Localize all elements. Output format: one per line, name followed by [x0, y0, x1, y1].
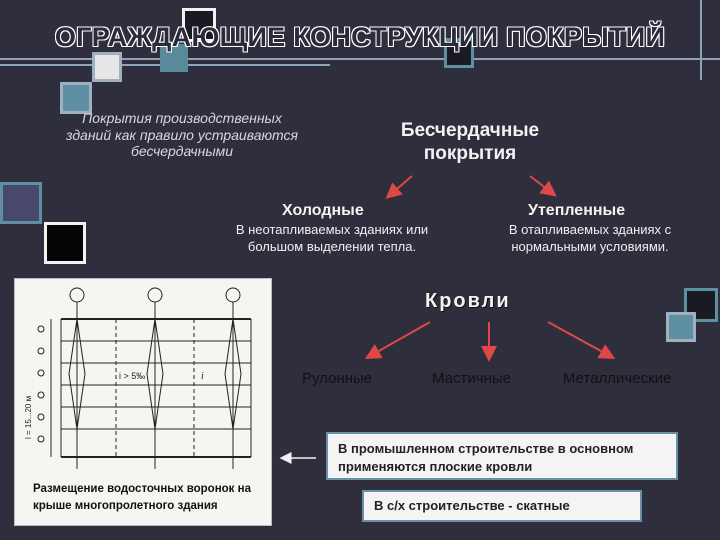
drawing-caption: Размещение водосточных воронок на крыше многопролетного здания	[33, 483, 251, 512]
arrow-to-rolled	[370, 322, 430, 356]
intro-note: Покрытия производственных зданий как правило устраиваются бесчердачными	[65, 110, 299, 160]
slope-label: i > 5‰	[119, 371, 146, 381]
length-label: l = 15...20 м	[24, 395, 33, 439]
arrow-to-cold	[390, 176, 412, 195]
arrow-to-warm	[530, 176, 552, 193]
page-title: ОГРАЖДАЮЩИЕ КОНСТРУКЦИИ ПОКРЫТИЙ	[54, 22, 666, 52]
industrial-note-box: В промышленном строительстве в основном применяются плоские кровли	[326, 432, 678, 480]
cold-desc: В неотапливаемых зданиях или большом выделении тепла.	[235, 222, 429, 254]
arrow-to-metal	[548, 322, 610, 356]
warm-desc: В отапливаемых зданиях с нормальными условиями.	[508, 222, 672, 254]
cold-label: Холодные	[282, 202, 364, 219]
main-heading: Бесчердачные покрытия	[400, 120, 540, 164]
warm-label: Утепленные	[528, 202, 626, 219]
roof-rolled: Рулонные	[302, 370, 373, 387]
roof-mastic: Мастичные	[432, 370, 511, 387]
agri-note-box: В с/х строительстве - скатные	[362, 490, 642, 522]
roofs-label: Кровли	[425, 290, 511, 312]
roof-metal: Металлические	[563, 370, 672, 387]
roof-plan-drawing	[14, 278, 272, 526]
i-label: i	[201, 371, 204, 382]
